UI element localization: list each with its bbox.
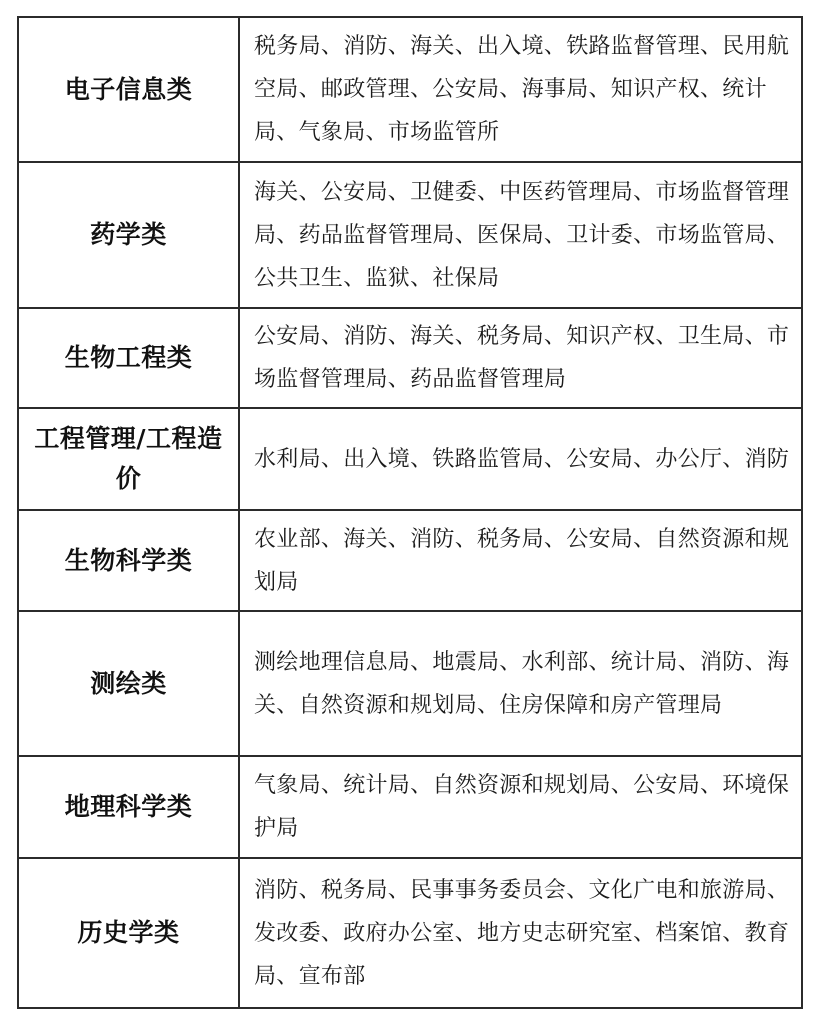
units-cell: 税务局、消防、海关、出入境、铁路监督管理、民用航空局、邮政管理、公安局、海事局、知识产权、统计局、气象局、市场监管所 xyxy=(239,17,802,162)
units-cell: 水利局、出入境、铁路监管局、公安局、办公厅、消防 xyxy=(239,408,802,510)
table-row xyxy=(18,510,802,611)
category-cell: 生物工程类 xyxy=(18,308,239,408)
units-cell: 公安局、消防、海关、税务局、知识产权、卫生局、市场监督管理局、药品监督管理局 xyxy=(239,308,802,408)
category-cell: 工程管理/工程造价 xyxy=(18,408,239,510)
majors-table-container xyxy=(17,16,803,1009)
category-cell: 药学类 xyxy=(18,162,239,308)
category-cell: 测绘类 xyxy=(18,611,239,756)
table-row xyxy=(18,308,802,408)
table-row xyxy=(18,17,802,162)
table-row xyxy=(18,611,802,756)
category-cell: 地理科学类 xyxy=(18,756,239,858)
units-cell: 测绘地理信息局、地震局、水利部、统计局、消防、海关、自然资源和规划局、住房保障和房产管理局 xyxy=(239,611,802,756)
category-cell: 历史学类 xyxy=(18,858,239,1008)
units-cell: 海关、公安局、卫健委、中医药管理局、市场监督管理局、药品监督管理局、医保局、卫计委、市场监管局、公共卫生、监狱、社保局 xyxy=(239,162,802,308)
category-cell: 电子信息类 xyxy=(18,17,239,162)
units-cell: 农业部、海关、消防、税务局、公安局、自然资源和规划局 xyxy=(239,510,802,611)
table-row xyxy=(18,408,802,510)
table-row xyxy=(18,162,802,308)
units-cell: 消防、税务局、民事事务委员会、文化广电和旅游局、发改委、政府办公室、地方史志研究室、档案馆、教育局、宣布部 xyxy=(239,858,802,1008)
table-row xyxy=(18,858,802,1008)
majors-table xyxy=(17,16,803,1009)
table-row xyxy=(18,756,802,858)
units-cell: 气象局、统计局、自然资源和规划局、公安局、环境保护局 xyxy=(239,756,802,858)
category-cell: 生物科学类 xyxy=(18,510,239,611)
